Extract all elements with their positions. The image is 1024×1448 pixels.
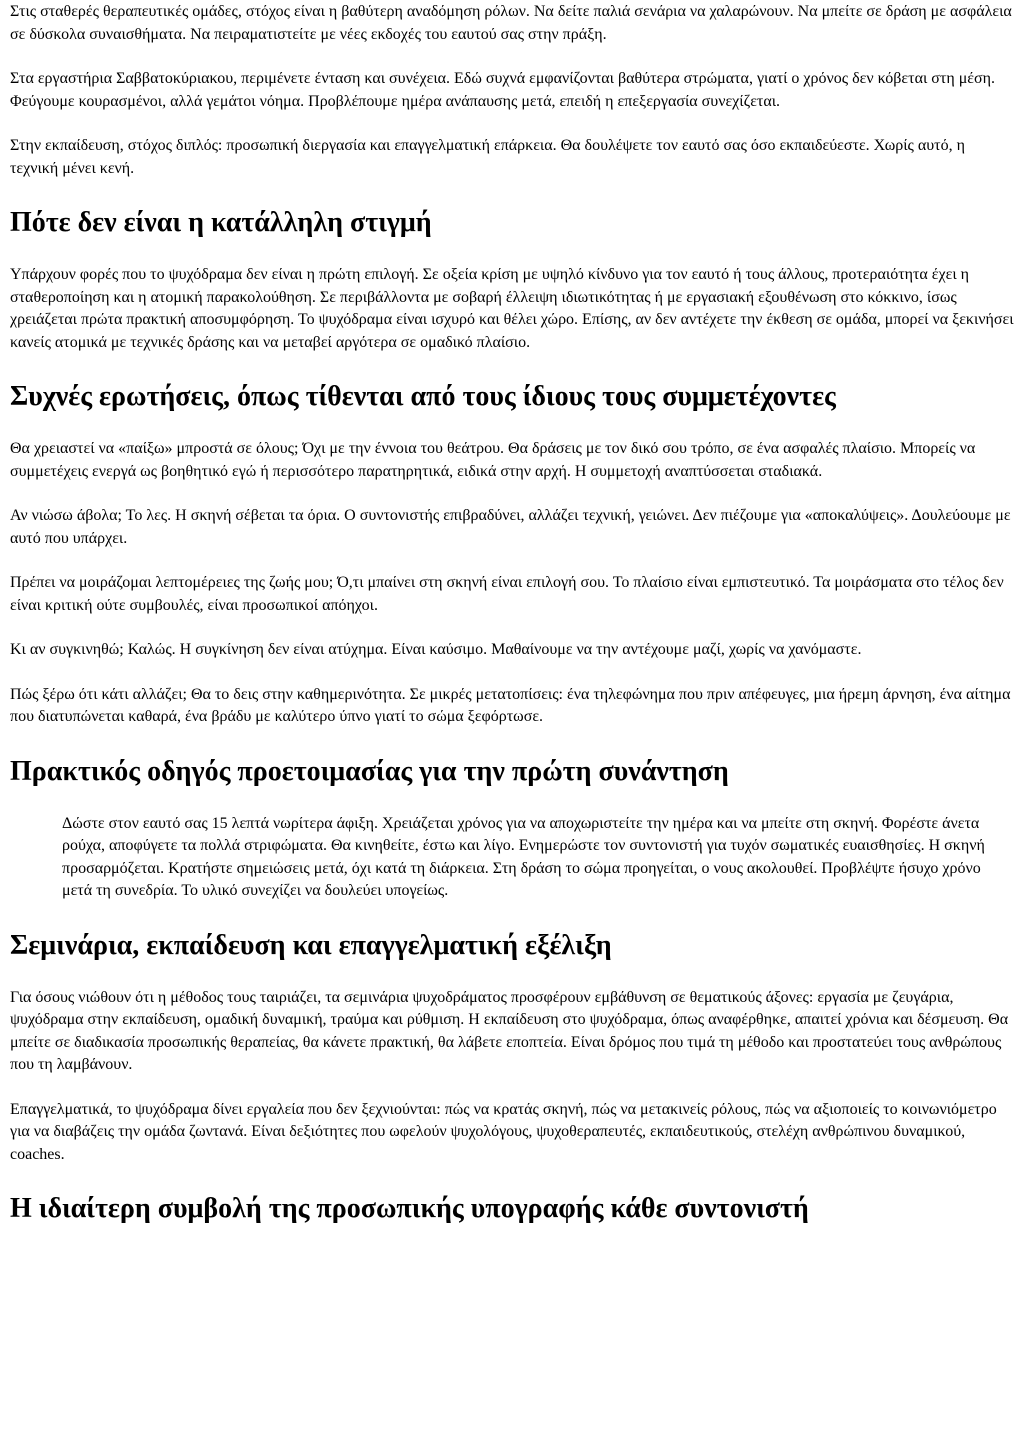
seminars-paragraph-2: Επαγγελματικά, το ψυχόδραμα δίνει εργαλεία που δεν ξεχνιούνται: πώς να κρατάς σκηνή, πώς να μετακινείς ρόλους, πώς να αξιοποιείς το κοινωνιόμετρο για να διαβάζεις την ομάδα ζωντανά. Είναι δεξιότητες που ωφελούν ψυχολόγους, ψυχοθεραπευτές, εκπαιδευτικούς, στελέχη ανθρώπινου δυναμικού, coaches. — [10, 1100, 997, 1163]
heading-facilitator-signature: Η ιδιαίτερη συμβολή της προσωπικής υπογραφής κάθε συντονιστή — [10, 1193, 809, 1224]
heading-faq: Συχνές ερωτήσεις, όπως τίθενται από τους ίδιους τους συμμετέχοντες — [10, 381, 836, 412]
faq-paragraph-1: Θα χρειαστεί να «παίξω» μπροστά σε όλους; Όχι με την έννοια του θεάτρου. Θα δράσεις με τον δικό σου τρόπο, σε ένα ασφαλές πλαίσιο. Μπορείς να συμμετέχεις ενεργά ως βοηθητικό εγώ ή περισσότερο παρατηρητικά, ειδικά στην αρχή. Η συμμετοχή αναπτύσσεται σταδιακά. — [10, 440, 976, 480]
when-not-suitable-paragraph: Υπάρχουν φορές που το ψυχόδραμα δεν είναι η πρώτη επιλογή. Σε οξεία κρίση με υψηλό κίνδυνο για τον εαυτό ή τους άλλους, προτεραιότητα έχει η σταθεροποίηση και η ατομική παρακολούθηση. Σε περιβάλλοντα με σοβαρή έλλειψη ιδιωτικότητας ή με εργασιακή εξουθένωση στο κόκκινο, ίσως χρειάζεται πρώτα πρακτική αποσυμφόρηση. Το ψυχόδραμα είναι ισχυρό και θέλει χώρο. Επίσης, αν δεν αντέχετε την έκθεση σε ομάδα, μπορεί να ξεκινήσει κανείς ατομικά με τεχνικές δράσης και να μεταβεί αργότερα σε ομαδικό πλαίσιο. — [10, 266, 1014, 351]
intro-paragraph-2: Στα εργαστήρια Σαββατοκύριακου, περιμένετε ένταση και συνέχεια. Εδώ συχνά εμφανίζονται βαθύτερα στρώματα, γιατί ο χρόνος δεν κόβεται στη μέση. Φεύγουμε κουρασμένοι, αλλά γεμάτοι νόημα. Προβλέπουμε ημέρα ανάπαυσης μετά, επειδή η επεξεργασία συνεχίζεται. — [10, 70, 995, 110]
faq-paragraph-4: Κι αν συγκινηθώ; Καλώς. Η συγκίνηση δεν είναι ατύχημα. Είναι καύσιμο. Μαθαίνουμε να την αντέχουμε μαζί, χωρίς να χανόμαστε. — [10, 641, 862, 658]
heading-preparation-guide: Πρακτικός οδηγός προετοιμασίας για την πρώτη συνάντηση — [10, 755, 729, 787]
faq-paragraph-5: Πώς ξέρω ότι κάτι αλλάζει; Θα το δεις στην καθημερινότητα. Σε μικρές μετατοπίσεις: ένα τηλεφώνημα που πριν απέφευγες, μια ήρεμη άρνηση, ένα αίτημα που διατυπώνεται καθαρά, ένα βράδυ με καλύτερο ύπνο γιατί το σώμα ξεφόρτωσε. — [10, 685, 1011, 725]
intro-paragraph-3: Στην εκπαίδευση, στόχος διπλός: προσωπική διεργασία και επαγγελματική επάρκεια. Θα δουλέψετε τον εαυτό σας όσο εκπαιδεύεστε. Χωρίς αυτό, η τεχνική μένει κενή. — [10, 137, 965, 177]
heading-seminars: Σεμινάρια, εκπαίδευση και επαγγελματική εξέλιξη — [10, 929, 612, 961]
faq-paragraph-2: Αν νιώσω άβολα; Το λες. Η σκηνή σέβεται τα όρια. Ο συντονιστής επιβραδύνει, αλλάζει τεχνική, γειώνει. Δεν πιέζουμε για «αποκαλύψεις». Δουλεύουμε με αυτό που υπάρχει. — [10, 507, 1011, 547]
faq-paragraph-3: Πρέπει να μοιράζομαι λεπτομέρειες της ζωής μου; Ό,τι μπαίνει στη σκηνή είναι επιλογή σου. Το πλαίσιο είναι εμπιστευτικό. Τα μοιράσματα στο τέλος δεν είναι κριτική ούτε συμβουλές, είναι προσωπικοί απόηχοι. — [10, 574, 1004, 614]
preparation-guide-quote: Δώστε στον εαυτό σας 15 λεπτά νωρίτερα άφιξη. Χρειάζεται χρόνος για να αποχωριστείτε την ημέρα και να μπείτε στη σκηνή. Φορέστε άνετα ρούχα, αποφύγετε τα πολλά στριφώματα. Θα κινηθείτε, έστω και λίγο. Ενημερώστε τον συντονιστή για τυχόν σωματικές ευαισθησίες. Η σκηνή προσαρμόζεται. Κρατήστε σημειώσεις μετά, όχι κατά τη διάρκεια. Στη δράση το σώμα προηγείται, ο νους ακολουθεί. Προβλέψτε ήσυχο χρόνο μετά τη συνεδρία. Το υλικό συνεχίζει να δουλεύει υπογείως. — [62, 814, 985, 899]
heading-when-not-suitable: Πότε δεν είναι η κατάλληλη στιγμή — [10, 207, 432, 238]
intro-paragraph-1: Στις σταθερές θεραπευτικές ομάδες, στόχος είναι η βαθύτερη αναδόμηση ρόλων. Να δείτε παλιά σενάρια να χαλαρώνουν. Να μπείτε σε δράση με ασφάλεια σε δύσκολα συναισθήματα. Να πειραματιστείτε με νέες εκδοχές του εαυτού σας στην πράξη. — [10, 3, 1012, 43]
seminars-paragraph-1: Για όσους νιώθουν ότι η μέθοδος τους ταιριάζει, τα σεμινάρια ψυχοδράματος προσφέρουν εμβάθυνση σε θεματικούς άξονες: εργασία με ζευγάρια, ψυχόδραμα στην εκπαίδευση, ομαδική δυναμική, τραύμα και ρύθμιση. Η εκπαίδευση στο ψυχόδραμα, όπως αναφέρθηκε, απαιτεί χρόνια και δέσμευση. Θα μπείτε σε διαδικασία προσωπικής θεραπείας, θα κάνετε πρακτική, θα λάβετε εποπτεία. Είναι δρόμος που τιμά τη μέθοδο και προστατεύει τους ανθρώπους που τη λαμβάνουν. — [10, 988, 1009, 1073]
